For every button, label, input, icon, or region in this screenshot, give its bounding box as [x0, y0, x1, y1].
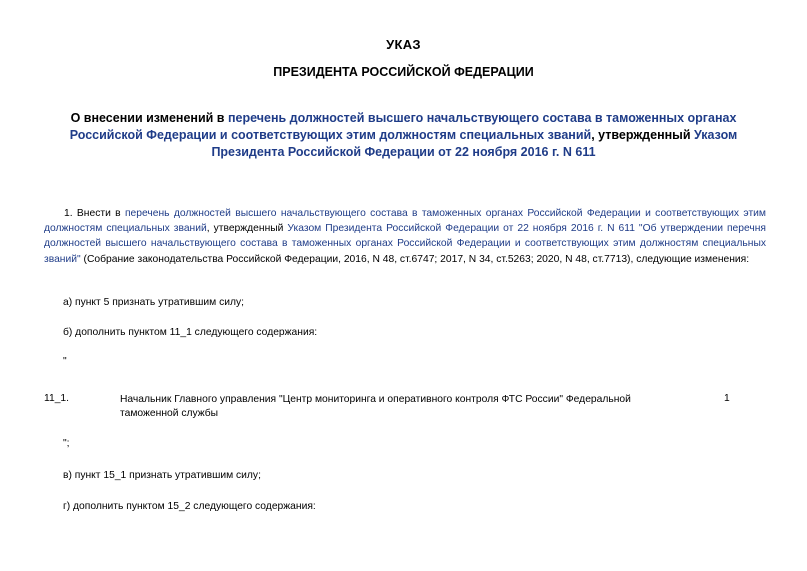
document-title	[44, 110, 763, 161]
item-b: б) дополнить пунктом 11_1 следующего содержания:	[63, 327, 318, 338]
item-g: г) дополнить пунктом 15_2 следующего содержания:	[63, 501, 316, 512]
paragraph-1-text-2: , утвержденный	[206, 223, 288, 235]
item-a: а) пункт 5 признать утратившим силу;	[63, 297, 245, 308]
table-row-position: Начальник Главного управления "Центр мониторинга и оперативного контроля ФТС России" Федеральной таможенной службы	[120, 394, 631, 419]
title-text-1: О внесении изменений в	[70, 111, 228, 125]
issuer-heading: ПРЕЗИДЕНТА РОССИЙСКОЙ ФЕДЕРАЦИИ	[273, 65, 534, 79]
paragraph-1	[44, 206, 766, 267]
decree-heading: УКАЗ	[386, 37, 421, 52]
paragraph-1-link-decree[interactable]: Указом Президента Российской Федерации от 22 ноября 2016 г. N 611 "Об утверждении перечня должностей высшего начальствующего состава в таможенных органах Российской Федерации и соответствующих этим должностям специальных званий"	[44, 223, 766, 265]
table-row-number: 11_1.	[44, 393, 70, 404]
paragraph-1-text-3: (Собрание законодательства Российской Федерации, 2016, N 48, ст.6747; 2017, N 34, ст.5263; 2020, N 48, ст.7713), следующие изменения:	[80, 253, 750, 265]
paragraph-1-link-list[interactable]: перечень должностей высшего начальствующего состава в таможенных органах Российской Федерации и соответствующих этим должностям специальных званий	[44, 208, 766, 235]
opening-quote: "	[63, 356, 67, 367]
item-v: в) пункт 15_1 признать утратившим силу;	[63, 470, 261, 481]
title-link-list[interactable]: перечень должностей высшего начальствующего состава в таможенных органах Российской Федерации и соответствующих этим должностям специальных званий	[69, 111, 737, 142]
closing-quote: ";	[63, 438, 70, 449]
title-text-2: , утвержденный	[591, 128, 694, 142]
table-row-count: 1	[724, 393, 730, 404]
title-link-decree[interactable]: Указом Президента Российской Федерации от 22 ноября 2016 г. N 611	[211, 128, 738, 159]
paragraph-1-text-1: 1. Внести в	[64, 208, 125, 219]
